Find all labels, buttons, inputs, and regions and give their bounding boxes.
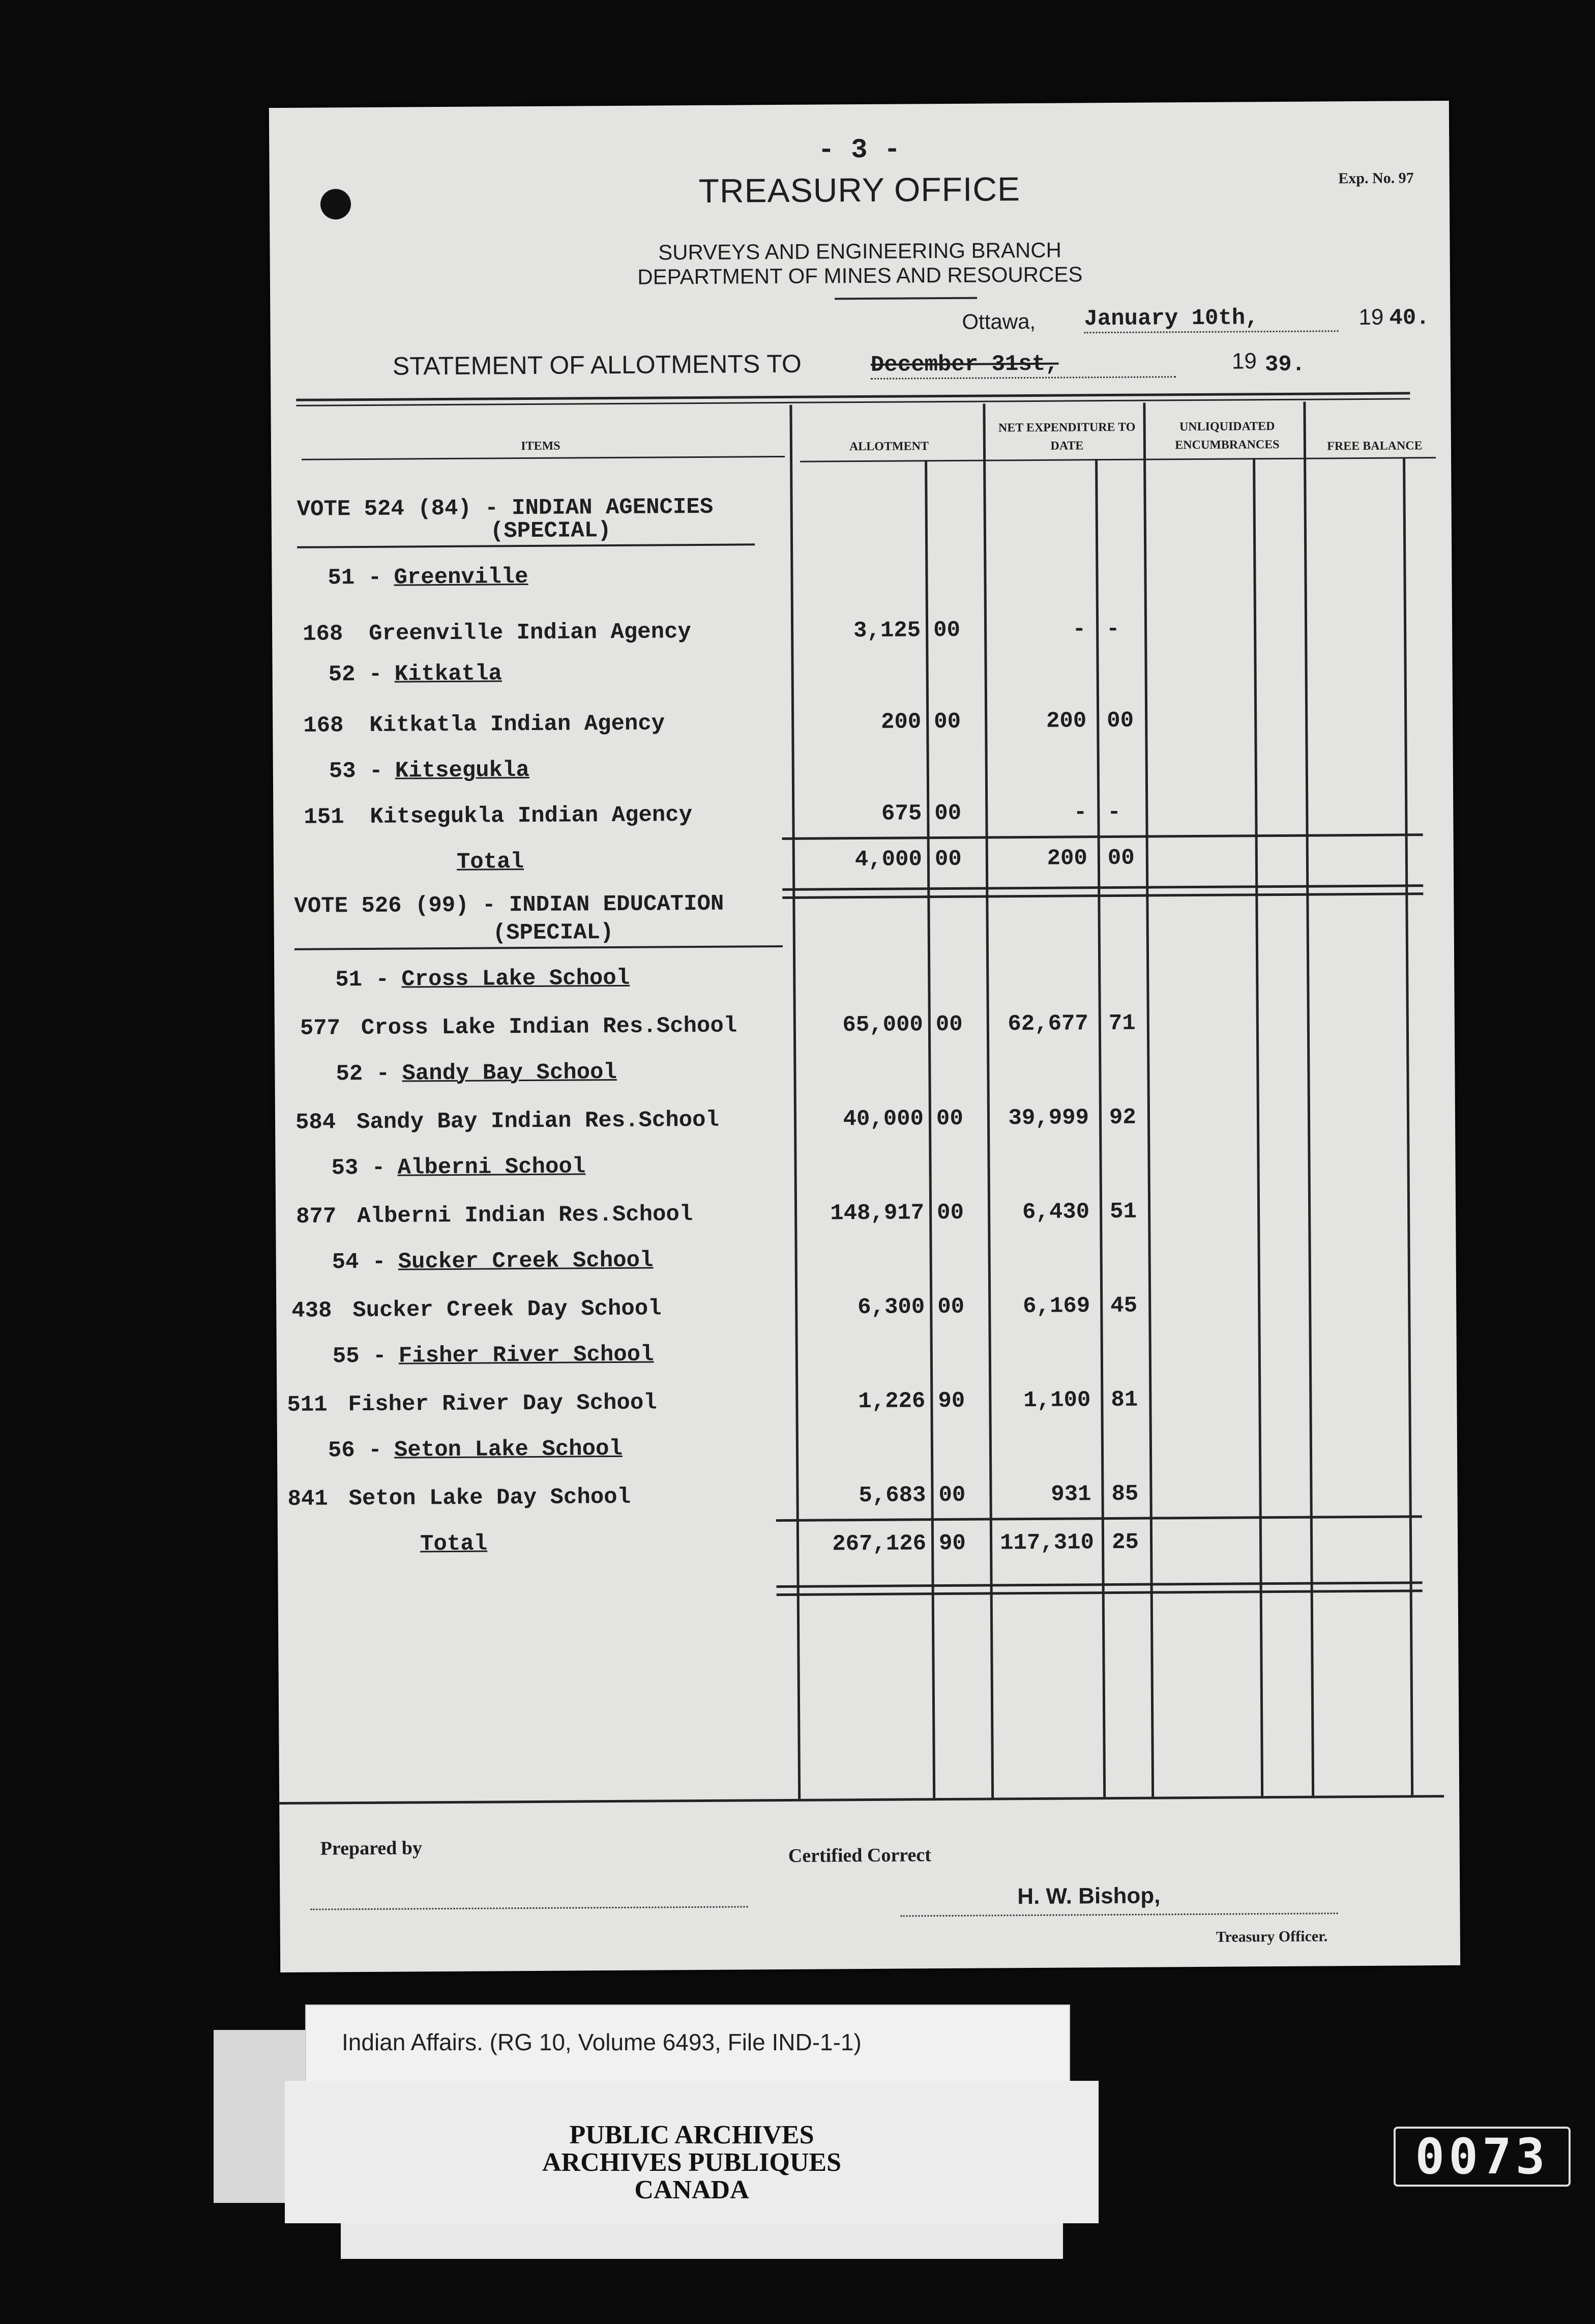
archive-stamp-card — [285, 2081, 1099, 2223]
double-rule — [777, 1581, 1423, 1588]
col-line — [1303, 402, 1314, 1796]
col-items: ITEMS — [521, 439, 560, 453]
allotment-cents: 00 — [934, 800, 962, 827]
allotment-cents: 00 — [936, 1200, 964, 1226]
expenditure-cents: 71 — [1108, 1010, 1136, 1037]
allotment-dollars: 65,000 — [842, 1012, 924, 1038]
year-prefix: 19 — [1358, 304, 1384, 330]
items-head-rule — [302, 456, 785, 460]
row-code: 577 — [300, 1015, 341, 1041]
row-code: 56 - — [328, 1437, 382, 1464]
row-name: Sucker Creek Day School — [352, 1296, 662, 1324]
expenditure-dollars: 39,999 — [1008, 1105, 1089, 1131]
vote-526-subtitle: (SPECIAL) — [492, 920, 614, 946]
expenditure-dollars: - — [1073, 800, 1087, 826]
ottawa-date: January 10th, — [1084, 305, 1338, 333]
expenditure-cents: 51 — [1109, 1199, 1137, 1225]
expenditure-dollars: 62,677 — [1008, 1011, 1089, 1037]
row-code: 53 - — [331, 1155, 386, 1181]
expenditure-dollars: 1,100 — [1023, 1387, 1091, 1414]
row-heading: Cross Lake School — [401, 965, 630, 993]
row-heading: Fisher River School — [398, 1342, 654, 1369]
expenditure-dollars: 931 — [1051, 1481, 1091, 1507]
double-rule — [777, 1589, 1423, 1596]
vote-526-total-allotment-cents: 90 — [938, 1530, 966, 1557]
archive-line-2: ARCHIVES PUBLIQUES — [542, 2148, 842, 2177]
expenditure-cents: 00 — [1107, 708, 1134, 734]
archive-line-3: CANADA — [634, 2175, 749, 2204]
col-line — [925, 460, 935, 1798]
statement-year-prefix: 19 — [1231, 348, 1257, 374]
row-name: Sandy Bay Indian Res.School — [356, 1107, 720, 1136]
row-code: 151 — [304, 804, 344, 830]
expenditure-dollars: 6,169 — [1023, 1293, 1090, 1320]
row-name: Kitsegukla Indian Agency — [370, 802, 693, 830]
office-title: TREASURY OFFICE — [698, 170, 1021, 210]
col-net-expenditure: NET EXPENDITURE TO DATE — [998, 420, 1136, 453]
row-code: 168 — [302, 621, 343, 647]
row-code: 511 — [287, 1392, 328, 1418]
row-code: 51 - — [335, 967, 390, 993]
signature: H. W. Bishop, — [1017, 1883, 1161, 1909]
expenditure-cents: - — [1106, 616, 1120, 643]
row-code: 54 - — [332, 1249, 386, 1275]
branch-heading — [270, 236, 1450, 292]
row-heading: Kitsegukla — [395, 758, 529, 784]
row-name: Cross Lake Indian Res.School — [361, 1013, 737, 1041]
allotment-cents: 00 — [933, 617, 961, 644]
frame-number: 0073 — [1394, 2127, 1571, 2187]
col-line — [1143, 403, 1154, 1797]
branch-line-1: SURVEYS AND ENGINEERING BRANCH — [658, 238, 1062, 265]
prepared-by-line — [310, 1906, 748, 1910]
vote-524-total-allotment: 4,000 — [854, 847, 923, 873]
allotment-dollars: 6,300 — [858, 1294, 925, 1321]
vote-526-title: VOTE 526 (99) - INDIAN EDUCATION — [294, 891, 724, 919]
prepared-by-label: Prepared by — [320, 1837, 423, 1860]
vote-526-rule — [294, 945, 783, 950]
expenditure-dollars: 6,430 — [1022, 1199, 1090, 1226]
double-rule — [782, 884, 1423, 891]
allotment-dollars: 5,683 — [859, 1483, 926, 1509]
row-name: Kitkatla Indian Agency — [369, 711, 665, 738]
archive-stamp — [285, 2122, 1099, 2204]
allotment-cents: 00 — [937, 1294, 965, 1320]
document-page — [269, 101, 1460, 1972]
expenditure-cents: 81 — [1111, 1387, 1138, 1413]
col-line — [1095, 459, 1106, 1797]
vote-526-total-expenditure-cents: 25 — [1111, 1529, 1139, 1556]
archive-reference: Indian Affairs. (RG 10, Volume 6493, File IND-1-1) — [342, 2029, 862, 2055]
col-free-balance: FREE BALANCE — [1327, 439, 1423, 453]
row-heading: Sandy Bay School — [402, 1059, 617, 1087]
archive-card-bottom — [341, 2223, 1063, 2259]
row-code: 877 — [296, 1204, 337, 1230]
ottawa-label: Ottawa, — [962, 309, 1036, 334]
page-number: - 3 - — [818, 134, 901, 166]
allotment-dollars: 148,917 — [830, 1200, 925, 1227]
expenditure-cents: - — [1107, 799, 1121, 826]
vote-526-total-allotment: 267,126 — [832, 1531, 927, 1557]
row-heading: Greenville — [394, 564, 528, 591]
branch-line-2: DEPARTMENT OF MINES AND RESOURCES — [637, 262, 1083, 289]
col-line — [789, 405, 801, 1799]
row-heading: Kitkatla — [394, 661, 503, 687]
vote-524-title: VOTE 524 (84) - INDIAN AGENCIES — [297, 494, 714, 522]
allotment-cents: 00 — [938, 1482, 966, 1508]
expenditure-cents: 85 — [1111, 1481, 1139, 1507]
total-rule — [782, 833, 1423, 840]
vote-524-total-label: Total — [456, 849, 524, 875]
vote-526-total-label: Total — [420, 1531, 488, 1557]
allotment-dollars: 200 — [880, 709, 922, 735]
col-allotment: ALLOTMENT — [849, 440, 929, 454]
row-name: Greenville Indian Agency — [368, 619, 691, 647]
total-rule — [776, 1515, 1422, 1522]
exp-number: Exp. No. 97 — [1338, 169, 1414, 187]
expenditure-cents: 92 — [1109, 1105, 1136, 1131]
row-code: 52 - — [336, 1061, 390, 1087]
row-heading: Sucker Creek School — [398, 1247, 654, 1275]
col-line — [1253, 458, 1263, 1796]
row-heading: Seton Lake School — [394, 1436, 623, 1463]
row-heading: Alberni School — [397, 1154, 586, 1181]
allotment-dollars: 675 — [881, 801, 922, 827]
row-code: 55 - — [332, 1343, 387, 1370]
row-name: Seton Lake Day School — [348, 1484, 631, 1512]
divider — [835, 297, 977, 300]
signature-line — [901, 1912, 1338, 1916]
vote-524-rule — [297, 543, 755, 548]
allotment-cents: 00 — [935, 1011, 963, 1038]
vote-524-total-expenditure: 200 — [1047, 846, 1088, 872]
allotment-dollars: 1,226 — [858, 1388, 926, 1415]
expenditure-dollars: 200 — [1046, 708, 1087, 734]
row-code: 168 — [303, 713, 344, 739]
treasury-officer-label: Treasury Officer. — [1216, 1928, 1328, 1945]
allotment-cents: 00 — [934, 709, 961, 735]
vote-524-subtitle: (SPECIAL) — [490, 518, 611, 544]
expenditure-cents: 45 — [1110, 1293, 1138, 1319]
row-name: Alberni Indian Res.School — [357, 1202, 693, 1230]
double-rule — [782, 892, 1423, 899]
statement-year: 39. — [1264, 352, 1306, 378]
col-unliquidated: UNLIQUIDATED ENCUMBRANCES — [1175, 420, 1280, 452]
table-bottom-rule — [279, 1795, 1444, 1805]
archive-line-1: PUBLIC ARCHIVES — [569, 2120, 814, 2149]
col-line — [983, 404, 994, 1798]
row-code: 53 - — [329, 758, 383, 785]
row-code: 438 — [291, 1298, 332, 1324]
vote-524-total-allotment-cents: 00 — [934, 846, 962, 873]
row-name: Fisher River Day School — [348, 1390, 657, 1418]
allotment-dollars: 40,000 — [843, 1106, 924, 1132]
archive-reference-card — [305, 2005, 1070, 2083]
col-line — [1403, 457, 1413, 1795]
allotment-dollars: 3,125 — [853, 618, 921, 644]
row-code: 51 - — [328, 565, 382, 591]
vote-524-total-expenditure-cents: 00 — [1107, 845, 1135, 872]
certified-label: Certified Correct — [788, 1844, 931, 1867]
row-code: 841 — [287, 1486, 328, 1512]
row-code: 584 — [295, 1110, 336, 1136]
vote-526-total-expenditure: 117,310 — [999, 1530, 1095, 1556]
statement-date: December 31st, — [871, 351, 1176, 380]
allotment-cents: 00 — [936, 1106, 963, 1132]
year-value: 40. — [1389, 305, 1430, 331]
allotment-cents: 90 — [938, 1388, 965, 1414]
row-code: 52 - — [328, 661, 382, 688]
statement-label: STATEMENT OF ALLOTMENTS TO — [392, 349, 802, 381]
expenditure-dollars: - — [1072, 617, 1086, 643]
col-head-rule — [800, 457, 1436, 462]
